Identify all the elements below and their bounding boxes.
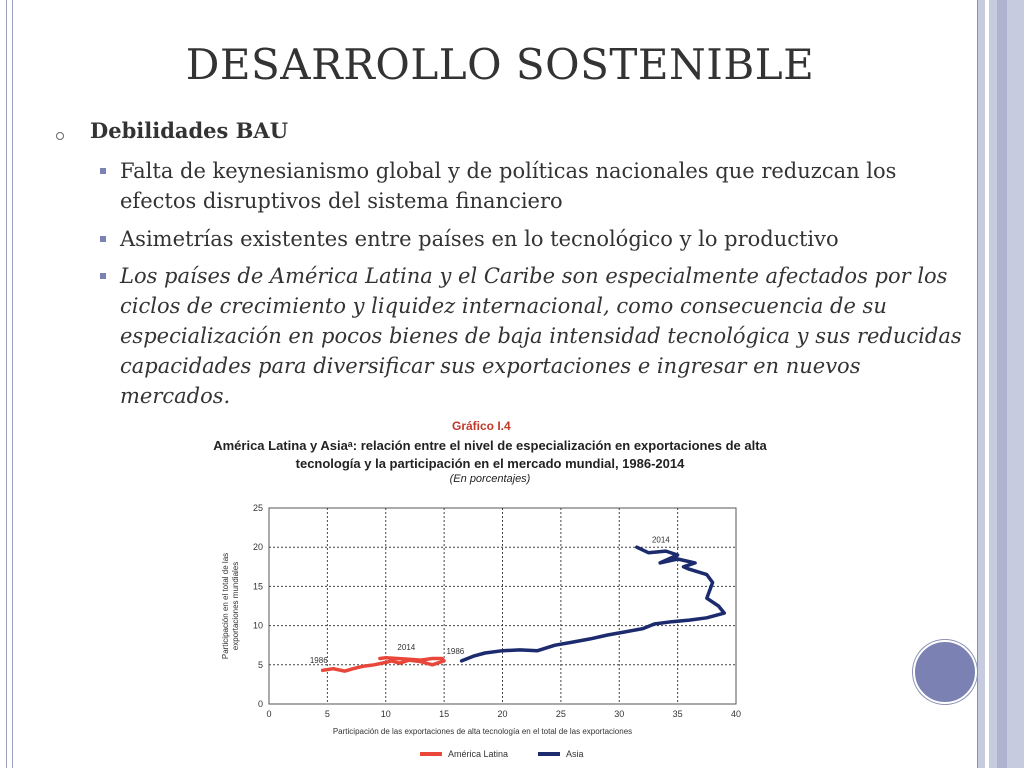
chart-subtitle: (En porcentajes) (449, 473, 531, 485)
data-label: 2014 (651, 535, 670, 545)
legend-label: Asia (566, 749, 584, 759)
y-axis-label: Participación en el total de las (221, 552, 230, 660)
chart-title: América Latina y Asiaᵃ: relación entre el nivel de especialización en exportaciones de alta tecnología y la participación en el mercado mundial, 1986-2014 (213, 438, 767, 471)
y-axis-label: exportaciones mundiales (231, 561, 240, 651)
bullet-item (100, 224, 970, 254)
circle-bullet-icon (56, 132, 64, 140)
square-bullet-icon (100, 273, 106, 279)
section-heading: Debilidades BAU (90, 118, 289, 143)
x-tick-label: 35 (672, 709, 683, 719)
decorative-circle (913, 640, 977, 704)
series-line (462, 547, 725, 661)
left-border-decoration (0, 0, 13, 768)
y-tick-label: 15 (252, 581, 263, 592)
bullet-item (100, 156, 970, 216)
y-tick-label: 0 (257, 699, 263, 709)
right-border-decoration (977, 0, 1024, 768)
x-tick-label: 30 (614, 709, 625, 719)
legend-label: América Latina (448, 749, 509, 759)
x-axis-label: Participación de las exportaciones de alta tecnología en el total de las exportaciones (332, 727, 633, 736)
square-bullet-icon (100, 236, 106, 242)
data-label: 2014 (397, 642, 416, 652)
x-tick-label: 15 (439, 709, 450, 719)
slide-title: DESARROLLO SOSTENIBLE (185, 40, 815, 89)
data-label: 1986 (446, 646, 465, 656)
y-tick-label: 25 (252, 503, 263, 513)
chart-figure-label: Gráfico I.4 (452, 419, 511, 433)
y-tick-label: 5 (257, 659, 263, 670)
data-label: 1986 (309, 656, 328, 666)
y-tick-label: 20 (252, 542, 263, 553)
x-tick-label: 10 (380, 709, 391, 719)
x-tick-label: 5 (324, 709, 330, 719)
x-tick-label: 25 (555, 709, 566, 719)
x-tick-label: 40 (730, 709, 742, 719)
bullet-item (100, 261, 970, 411)
chart (200, 495, 800, 765)
x-tick-label: 0 (266, 709, 272, 719)
square-bullet-icon (100, 168, 106, 174)
y-tick-label: 10 (252, 620, 263, 631)
bullet-text: Falta de keynesianismo global y de políticas nacionales que reduzcan los efectos disruptivos del sistema financiero (120, 159, 897, 213)
x-tick-label: 20 (497, 709, 508, 719)
bullet-text: Asimetrías existentes entre países en lo tecnológico y lo productivo (120, 227, 839, 251)
bullet-text: Los países de América Latina y el Caribe son especialmente afectados por los ciclos de crecimiento y liquidez internacional, como consecuencia de su especialización en pocos bienes de baja intensidad tecnológica y sus reducidas capacidades para diversificar sus exportaciones e ingresar en nuevos mercados. (120, 264, 962, 408)
series-line (323, 658, 444, 671)
